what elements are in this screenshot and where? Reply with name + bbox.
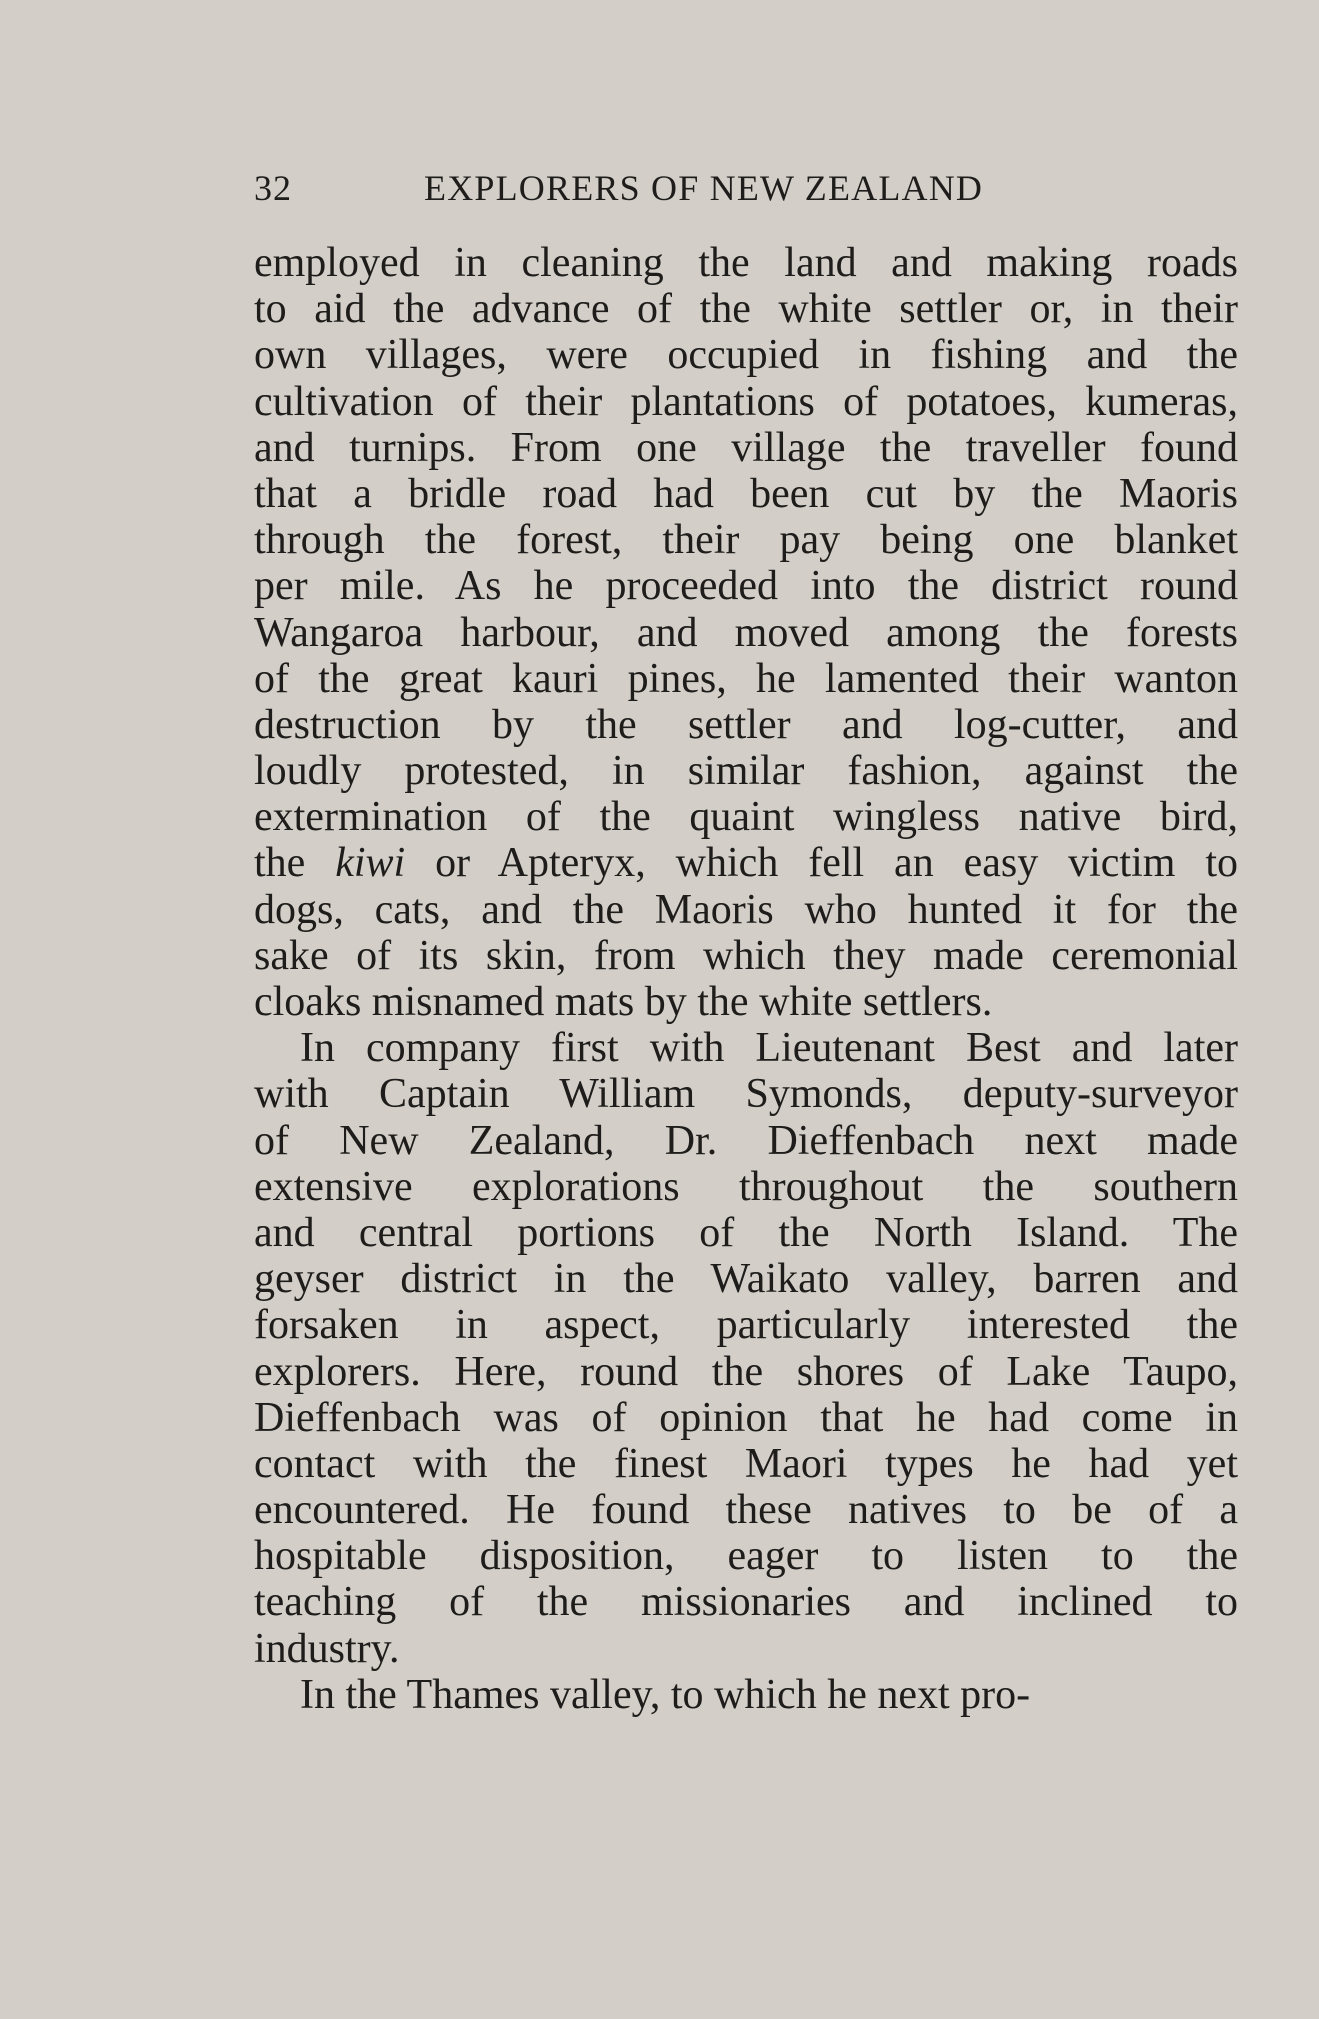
paragraph bbox=[254, 1025, 1238, 1672]
text-line: destruction by the settler and log-cutter, and bbox=[254, 701, 1238, 748]
text-line: that a bridle road had been cut by the Maoris bbox=[254, 470, 1238, 517]
text-line: extermination of the quaint wingless native bird, bbox=[254, 794, 1238, 841]
running-title: EXPLORERS OF NEW ZEALAND bbox=[424, 168, 984, 208]
text-line: of the great kauri pines, he lamented their wanton bbox=[254, 655, 1238, 702]
text-line: per mile. As he proceeded into the district round bbox=[254, 563, 1238, 610]
text-line: geyser district in the Waikato valley, barren and bbox=[254, 1256, 1238, 1303]
running-head bbox=[254, 160, 1238, 216]
text-line: In the Thames valley, to which he next pro- bbox=[300, 1671, 1031, 1718]
text-line: and turnips. From one village the traveller found bbox=[254, 424, 1238, 471]
text-line: to aid the advance of the white settler or, in their bbox=[254, 286, 1238, 333]
text-line: industry. bbox=[254, 1625, 400, 1672]
text-line: hospitable disposition, eager to listen to the bbox=[254, 1533, 1238, 1580]
text-line: extensive explorations throughout the southern bbox=[254, 1163, 1238, 1210]
text-line: with Captain William Symonds, deputy-surveyor bbox=[254, 1071, 1238, 1118]
text-line: loudly protested, in similar fashion, against the bbox=[254, 748, 1238, 795]
text-line: the kiwi or Apteryx, which fell an easy victim to bbox=[254, 840, 1238, 887]
paragraph bbox=[254, 240, 1238, 1025]
text-line: forsaken in aspect, particularly interested the bbox=[254, 1302, 1238, 1349]
text-line: dogs, cats, and the Maoris who hunted it for the bbox=[254, 886, 1238, 933]
text-line: through the forest, their pay being one blanket bbox=[254, 517, 1238, 564]
paragraph bbox=[254, 1672, 1238, 1718]
text-line: contact with the finest Maori types he had yet bbox=[254, 1440, 1238, 1487]
text-line: cultivation of their plantations of potatoes, kumeras, bbox=[254, 378, 1238, 425]
body-text bbox=[254, 240, 1238, 1718]
text-line: In company first with Lieutenant Best and later bbox=[300, 1025, 1238, 1072]
text-line: explorers. Here, round the shores of Lake Taupo, bbox=[254, 1348, 1238, 1395]
text-line: and central portions of the North Island. The bbox=[254, 1209, 1238, 1256]
text-line: Dieffenbach was of opinion that he had come in bbox=[254, 1394, 1238, 1441]
text-line: teaching of the missionaries and inclined to bbox=[254, 1579, 1238, 1626]
text-line: of New Zealand, Dr. Dieffenbach next made bbox=[254, 1117, 1238, 1164]
page-number: 32 bbox=[254, 168, 292, 208]
text-line: cloaks misnamed mats by the white settlers. bbox=[254, 979, 993, 1025]
text-line: sake of its skin, from which they made ceremonial bbox=[254, 932, 1238, 979]
text-line: Wangaroa harbour, and moved among the forests bbox=[254, 609, 1238, 656]
text-line: own villages, were occupied in fishing and the bbox=[254, 332, 1238, 379]
text-line: encountered. He found these natives to be of a bbox=[254, 1487, 1238, 1534]
text-line: employed in cleaning the land and making roads bbox=[254, 240, 1238, 286]
